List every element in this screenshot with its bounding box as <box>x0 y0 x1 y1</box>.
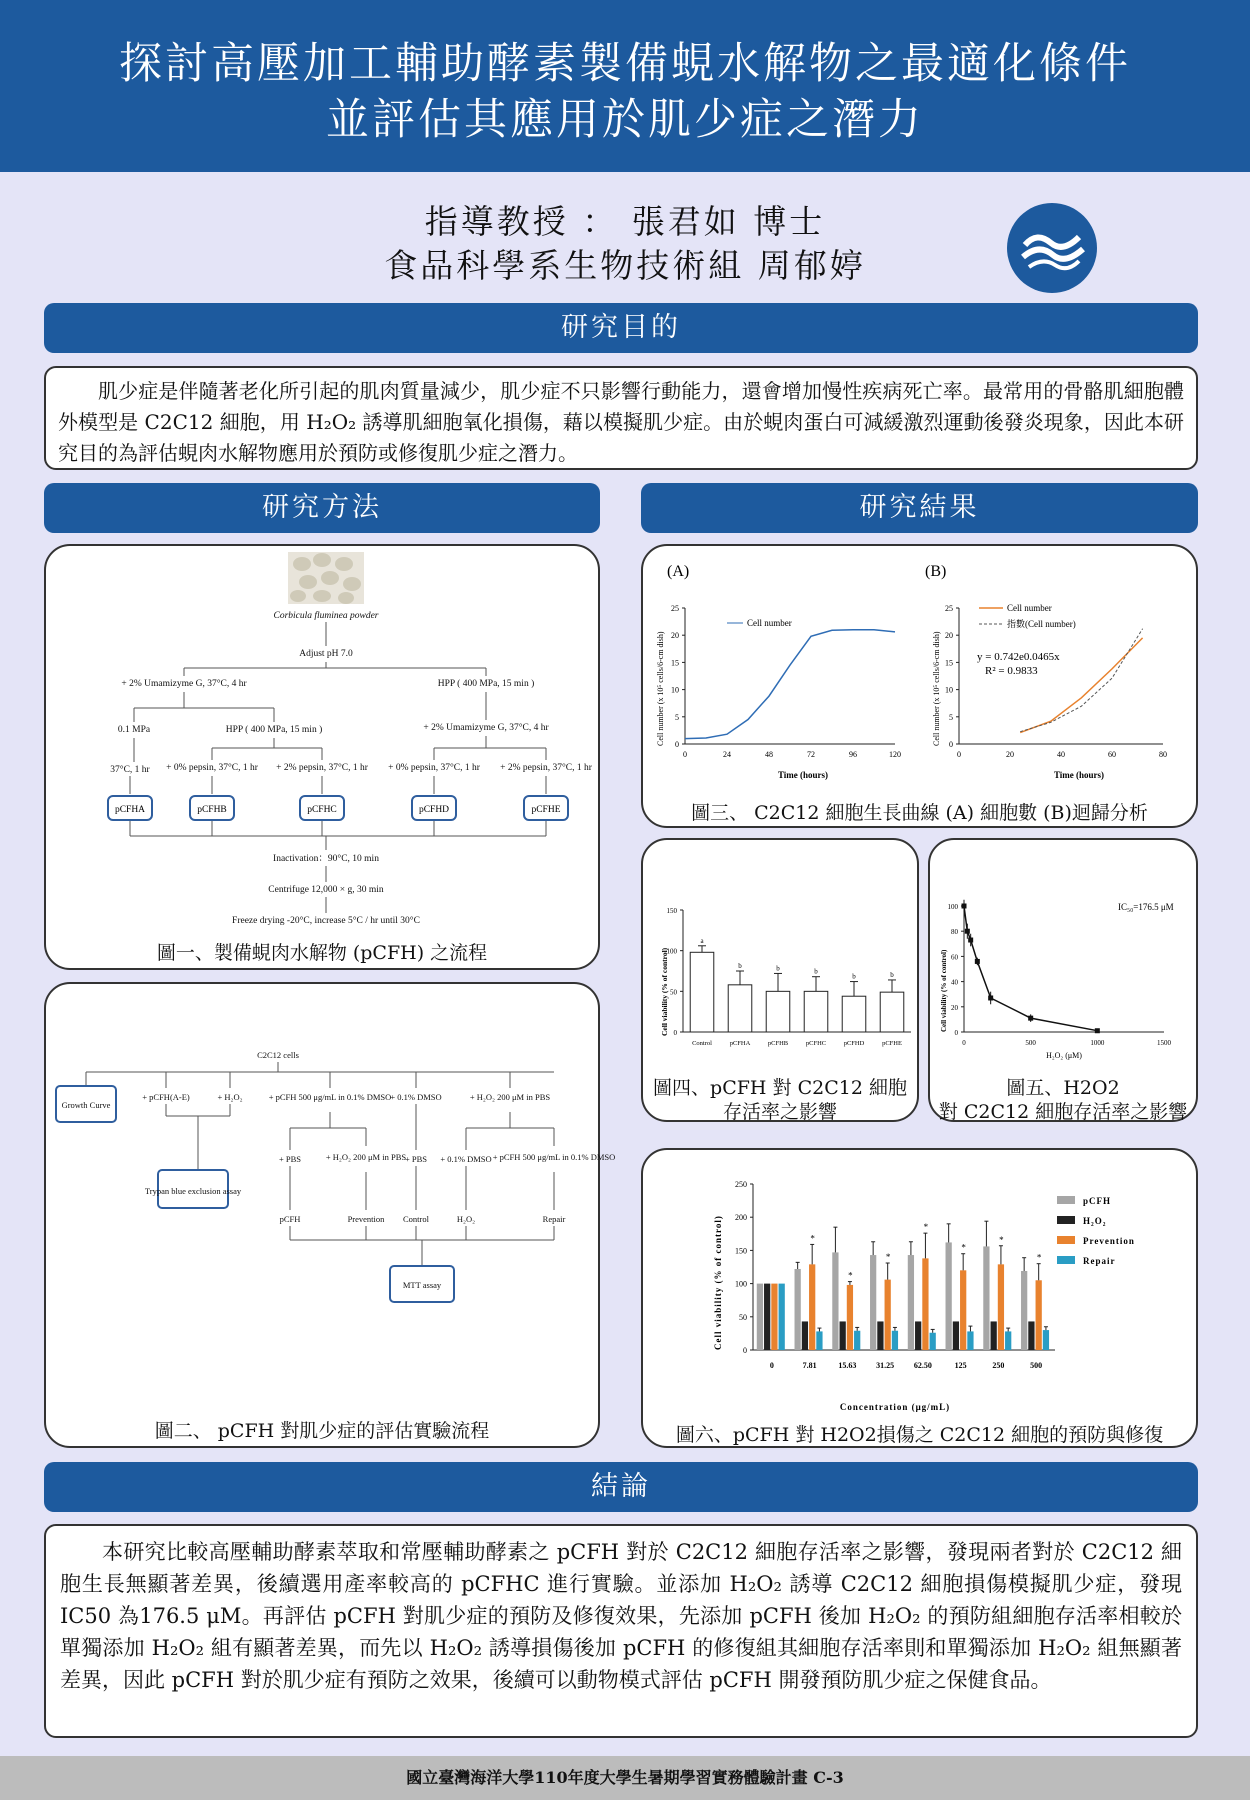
fig6-y-tick: 150 <box>735 1246 747 1256</box>
cond-d: + 0% pepsin, 37°C, 1 hr <box>388 763 480 773</box>
fig6-legend-swatch <box>1057 1196 1075 1204</box>
fig3a-series-line <box>685 630 895 739</box>
panel-a-label: (A) <box>667 563 690 580</box>
fig6-star: * <box>961 1242 966 1253</box>
fig5-x-tick: 0 <box>962 1039 966 1047</box>
fig3a-xlabel: Time (hours) <box>777 770 829 780</box>
step-pcfh: + pCFH 500 μg/mL in 0.1% DMSO <box>492 1152 616 1162</box>
conclusion-text: 本研究比較高壓輔助酵素萃取和常壓輔助酵素之 pCFH 對於 C2C12 細胞存活率之影響，發現兩者對於 C2C12 細胞生長無顯著差異，後續選用產率較高的 pCFHC 進行實驗。並添加 H₂O₂ 誘導 C2C12 細胞損傷模擬肌少症，發現 IC50 為176.5 μM。再評估 pCFH 對肌少症的預防及修復效果，先添加 pCFH 後加 H₂O₂ 的預防組細胞存活率相較於單獨添加 H₂O₂ 組有顯著差異，而先以 H₂O₂ 誘導損傷後加 pCFH 的修復組其細胞存活率則和單獨添加 H₂O₂ 組無顯著差異，因此 pCFH 對於肌少症有預防之效果，後續可以動物模式評估 pCFH 開發預防肌少症之保健食品。 <box>44 1524 1198 1738</box>
centrifuge-label: Centrifuge 12,000 × g, 30 min <box>268 885 384 895</box>
fig3b-y-tick: 0 <box>949 740 953 749</box>
fig4-x-tick: pCFHB <box>767 1040 789 1047</box>
fig6-bar-3 <box>967 1331 973 1350</box>
fig4-x-tick: Control <box>692 1040 712 1047</box>
fig4-y-tick: 100 <box>666 947 677 956</box>
advisor: 指導教授 ： 張君如 博士 <box>424 202 826 241</box>
fig5-y-tick: 60 <box>951 953 958 962</box>
fig3b-x-tick: 20 <box>1006 750 1014 759</box>
fig6-bar-2 <box>922 1258 928 1350</box>
fig3a-y-tick: 20 <box>671 631 679 641</box>
fig3a-x-tick: 48 <box>765 750 773 759</box>
mtt-label: MTT assay <box>402 1280 442 1290</box>
figure-1-caption: 圖一、製備蜆肉水解物 (pCFH) 之流程 <box>156 942 488 964</box>
cond-a: 37°C, 1 hr <box>110 765 150 775</box>
fig5-ylabel: Cell viability (% of control) <box>940 949 948 1032</box>
fig3a-y-tick: 0 <box>675 740 679 749</box>
fig3b-y-tick: 5 <box>949 712 953 722</box>
cond-c: + 2% pepsin, 37°C, 1 hr <box>276 763 368 773</box>
fig3a-y-tick: 15 <box>671 658 679 668</box>
purpose-text: 肌少症是伴隨著老化所引起的肌肉質量減少，肌少症不只影響行動能力，還會增加慢性疾病死亡率。最常用的骨骼肌細胞體外模型是 C2C12 細胞，用 H₂O₂ 誘導肌細胞氧化損傷，藉以模擬肌少症。由於蜆肉蛋白可減緩激烈運動後發炎現象，因此本研究目的為評估蜆肉水解物應用於預防或修復肌少症之潛力。 <box>44 366 1198 470</box>
fig6-x-tick: 15.63 <box>838 1361 857 1370</box>
atm-label: 0.1 MPa <box>117 725 151 735</box>
fig5-point <box>1028 1016 1033 1021</box>
group-repair: Repair <box>542 1214 566 1224</box>
fig6-bar-3 <box>816 1331 822 1350</box>
fig6-bar-2 <box>809 1264 815 1350</box>
fig6-bar-2 <box>847 1285 853 1350</box>
fig3a-x-tick: 72 <box>807 750 815 759</box>
fig6-bar-3 <box>854 1331 860 1350</box>
fig4-bar <box>804 991 828 1032</box>
purpose-header: 研究目的 <box>44 303 1198 353</box>
step-pbs-1: + PBS <box>278 1154 302 1164</box>
figure-4-caption <box>643 1076 917 1124</box>
figure-4-caption-line-2: 存活率之影響 <box>722 1101 837 1123</box>
clam-powder-photo <box>288 552 364 604</box>
cond-b: + 0% pepsin, 37°C, 1 hr <box>166 763 258 773</box>
fig6-y-tick: 250 <box>735 1180 747 1189</box>
step-h2o2: + H₂O₂ 200 μM in PBS <box>325 1152 407 1162</box>
fig6-x-tick: 7.81 <box>802 1361 817 1370</box>
fig6-bar-0 <box>1021 1271 1027 1350</box>
figure-6-caption: 圖六、pCFH 對 H2O2損傷之 C2C12 細胞的預防與修復 <box>675 1424 1164 1446</box>
fig3b-y-tick: 25 <box>945 604 953 613</box>
pcfh-b-label: pCFHB <box>197 805 227 815</box>
fig6-x-tick: 500 <box>1030 1361 1043 1370</box>
fig5-point <box>1095 1028 1100 1033</box>
fig6-bar-2 <box>998 1264 1004 1350</box>
regression-equation: y = 0.742e0.0465x <box>977 651 1060 663</box>
fig6-legend-label: pCFH <box>1083 1196 1112 1206</box>
fig6-x-tick: 0 <box>769 1361 774 1370</box>
fig5-series-line <box>964 906 1097 1031</box>
fig4-x-tick: pCFHE <box>882 1040 902 1047</box>
pcfh-d-label: pCFHD <box>418 805 450 815</box>
fig6-x-tick: 31.25 <box>876 1361 895 1370</box>
trypan-label: Trypan blue exclusion assay <box>144 1186 242 1196</box>
fig6-bar-1 <box>877 1321 883 1350</box>
fig4-ylabel: Cell viability (% of control) <box>660 947 669 1036</box>
fig4-y-tick: 0 <box>673 1029 677 1037</box>
cond-e: + 2% pepsin, 37°C, 1 hr <box>500 763 592 773</box>
fig5-point <box>988 995 993 1000</box>
fig6-y-tick: 200 <box>735 1213 747 1223</box>
fig4-bar <box>690 952 714 1032</box>
fig6-legend-label: H₂O₂ <box>1083 1216 1107 1226</box>
figure-1-flowchart <box>46 546 602 926</box>
fig6-bar-1 <box>1028 1321 1034 1350</box>
fig5-x-tick: 500 <box>1025 1039 1036 1047</box>
figure-5-chart <box>930 840 1200 1060</box>
fig5-x-tick: 1000 <box>1090 1039 1105 1047</box>
fig6-bar-1 <box>991 1321 997 1350</box>
fig6-bar-1 <box>802 1321 808 1350</box>
fig6-bar-0 <box>795 1269 801 1350</box>
fig3a-y-tick: 5 <box>675 712 679 722</box>
fig6-star: * <box>923 1222 929 1233</box>
fig5-xlabel: H₂O₂ (μM) <box>1046 1051 1082 1060</box>
figure-5-caption <box>930 1076 1196 1124</box>
fig5-y-tick: 80 <box>951 928 958 937</box>
fig5-y-tick: 0 <box>954 1029 958 1037</box>
figure-4-chart <box>643 840 921 1054</box>
fig6-bar-0 <box>870 1255 876 1350</box>
results-header: 研究結果 <box>641 483 1198 533</box>
figure-2-panel <box>44 982 616 1448</box>
fig6-legend-swatch <box>1057 1216 1075 1224</box>
title-line-1: 探討高壓加工輔助酵素製備蜆水解物之最適化條件 <box>119 39 1131 89</box>
figure-3-panel <box>641 544 1198 828</box>
fig6-bar-2 <box>885 1280 891 1350</box>
fig6-bar-2 <box>771 1284 777 1350</box>
fig6-y-tick: 100 <box>735 1279 747 1289</box>
fig4-x-tick: pCFHD <box>843 1040 865 1047</box>
powder-label: Corbicula fluminea powder <box>273 611 379 621</box>
fig4-bar <box>880 992 904 1032</box>
group-control: Control <box>403 1214 429 1224</box>
fig3b-ylabel: Cell number (x 10⁵ cells/6-cm dish) <box>932 631 941 746</box>
fig6-ylabel: Cell viability (% of control) <box>713 1215 723 1350</box>
fig4-bar <box>842 996 866 1032</box>
fig6-y-tick: 50 <box>739 1312 747 1322</box>
figure-4-caption-line-1: 圖四、pCFH 對 C2C12 細胞 <box>653 1077 907 1099</box>
fig3b-legend-1: Cell number <box>1007 603 1052 613</box>
fig6-bar-0 <box>946 1242 952 1350</box>
conclusion-header: 結論 <box>44 1462 1198 1512</box>
fig3a-legend: Cell number <box>747 618 792 628</box>
step-dmso: + 0.1% DMSO <box>440 1154 492 1164</box>
fig6-bar-1 <box>915 1321 921 1350</box>
fig5-x-tick: 1500 <box>1157 1039 1171 1047</box>
fig6-x-tick: 62.50 <box>913 1361 932 1370</box>
fig5-point <box>975 959 980 964</box>
fig6-legend-swatch <box>1057 1256 1075 1264</box>
figure-5-caption-line-2: 對 C2C12 細胞存活率之影響 <box>938 1101 1188 1123</box>
fig3b-x-tick: 60 <box>1108 750 1116 759</box>
h2o2-200-label: + H₂O₂ 200 μM in PBS <box>469 1092 551 1102</box>
hpp-label-2: HPP ( 400 MPa, 15 min ) <box>225 725 323 735</box>
fig6-legend-swatch <box>1057 1236 1075 1244</box>
c2c12-cells-label: C2C12 cells <box>257 1050 299 1060</box>
ic50-label: IC₅₀=176.5 μM <box>1118 902 1174 912</box>
fig6-bar-0 <box>832 1252 838 1350</box>
fig6-bar-3 <box>779 1284 785 1350</box>
growth-curve-label: Growth Curve <box>61 1100 111 1110</box>
wave-logo-icon <box>1007 203 1097 293</box>
fig6-star: * <box>885 1252 891 1263</box>
fig6-star: * <box>999 1234 1004 1245</box>
fig6-bar-1 <box>953 1321 959 1350</box>
fig3b-x-tick: 40 <box>1057 750 1065 759</box>
methods-header: 研究方法 <box>44 483 600 533</box>
figure-3-chart <box>643 546 1200 786</box>
title-banner <box>0 0 1250 172</box>
fig4-significance-letter: b <box>738 962 742 970</box>
figure-5-caption-line-1: 圖五、H2O2 <box>1006 1077 1120 1099</box>
fig4-x-tick: pCFHA <box>729 1040 751 1047</box>
fig5-point <box>965 929 970 934</box>
fig4-x-tick: pCFHC <box>805 1040 827 1047</box>
fig6-x-tick: 125 <box>954 1361 967 1370</box>
fig6-bar-3 <box>930 1333 936 1350</box>
fig4-bar <box>766 991 790 1032</box>
fig5-point <box>968 938 973 943</box>
fig4-significance-letter: b <box>814 967 818 976</box>
fig6-bar-0 <box>757 1284 763 1350</box>
fig6-xlabel: Concentration (μg/mL) <box>839 1402 951 1412</box>
footer: 國立臺灣海洋大學110年度大學生暑期學習實務體驗計畫 C-3 <box>0 1756 1250 1800</box>
figure-6-chart <box>643 1150 1200 1420</box>
university-logo <box>1007 203 1097 293</box>
panel-b-label: (B) <box>925 563 947 580</box>
fig6-bar-3 <box>1005 1331 1011 1350</box>
fig6-bar-3 <box>892 1331 898 1350</box>
title-line-2: 並評估其應用於肌少症之潛力 <box>326 95 924 145</box>
fig6-x-tick: 250 <box>992 1361 1005 1370</box>
freeze-label: Freeze drying -20°C, increase 5°C / hr until 30°C <box>232 916 420 926</box>
fig6-bar-0 <box>908 1255 914 1350</box>
pcfh-ae-label: + pCFH(A-E) <box>142 1092 190 1102</box>
fig6-bar-1 <box>840 1321 846 1350</box>
figure-1-panel <box>44 544 600 970</box>
fig6-legend-label: Repair <box>1083 1256 1116 1266</box>
group-h2o2: H₂O₂ <box>456 1214 476 1224</box>
fig6-bar-1 <box>764 1284 770 1350</box>
figure-3-caption: 圖三、 C2C12 細胞生長曲線 (A) 細胞數 (B)迴歸分析 <box>691 802 1148 824</box>
fig5-point <box>962 904 967 909</box>
fig3a-x-tick: 0 <box>683 750 687 759</box>
fig4-significance-letter: a <box>700 936 704 945</box>
fig6-star: * <box>848 1270 853 1281</box>
adjust-label: Adjust pH 7.0 <box>299 649 353 659</box>
fig3b-x-tick: 0 <box>957 750 961 759</box>
fig6-y-tick: 0 <box>743 1346 747 1355</box>
group-prevention: Prevention <box>347 1214 385 1224</box>
fig3a-y-tick: 25 <box>671 604 679 613</box>
fig6-bar-0 <box>983 1246 989 1350</box>
fig3b-x-tick: 80 <box>1159 750 1167 759</box>
step-pbs-2: + PBS <box>404 1154 428 1164</box>
fig6-bar-2 <box>960 1270 966 1350</box>
fig5-y-tick: 20 <box>951 1003 958 1012</box>
fig6-star: * <box>810 1233 815 1244</box>
h2o2-label: + H₂O₂ <box>217 1092 243 1102</box>
figure-2-flowchart <box>46 984 616 1344</box>
figure-5-panel <box>928 838 1198 1122</box>
fig3a-x-tick: 24 <box>723 750 731 759</box>
dmso-label: + 0.1% DMSO <box>390 1092 442 1102</box>
inactivation-label: Inactivation：90°C, 10 min <box>273 854 379 864</box>
figure-2-caption: 圖二、 pCFH 對肌少症的評估實驗流程 <box>154 1420 490 1442</box>
left-branch-label: + 2% Umamizyme G, 37°C, 4 hr <box>121 679 247 689</box>
fig4-significance-letter: b <box>890 970 894 979</box>
fig4-significance-letter: b <box>776 964 780 973</box>
pcfh-e-label: pCFHE <box>531 805 561 815</box>
fig4-bar <box>728 985 752 1032</box>
figure-6-panel <box>641 1148 1198 1448</box>
fig4-y-tick: 50 <box>670 988 677 997</box>
fig3a-ylabel: Cell number (x 10⁵ cells/6-cm dish) <box>656 631 665 746</box>
fig3b-y-tick: 10 <box>945 685 953 695</box>
fig3a-x-tick: 96 <box>849 750 857 759</box>
figure-4-panel <box>641 838 919 1122</box>
fig4-y-tick: 150 <box>666 907 677 915</box>
fig3b-y-tick: 15 <box>945 658 953 668</box>
fig5-y-tick: 100 <box>947 903 958 911</box>
pcfh-a-label: pCFHA <box>114 805 146 815</box>
fig6-legend-label: Prevention <box>1083 1236 1135 1246</box>
r-squared: R² = 0.9833 <box>985 665 1038 677</box>
fig6-star: * <box>1036 1252 1042 1263</box>
fig6-bar-3 <box>1043 1330 1049 1350</box>
pcfh500-label: + pCFH 500 μg/mL in 0.1% DMSO <box>268 1092 392 1102</box>
fig3b-xlabel: Time (hours) <box>1053 770 1105 780</box>
fig3b-y-tick: 20 <box>945 631 953 641</box>
fig3a-y-tick: 10 <box>671 685 679 695</box>
student: 食品科學系生物技術組 周郁婷 <box>384 246 866 285</box>
fig3b-legend-2: 指數(Cell number) <box>1007 619 1076 629</box>
fig3a-x-tick: 120 <box>889 750 901 759</box>
fig6-bar-2 <box>1036 1280 1042 1350</box>
enzyme-label-2: + 2% Umamizyme G, 37°C, 4 hr <box>423 723 549 733</box>
group-pcfh: pCFH <box>279 1214 301 1224</box>
fig5-y-tick: 40 <box>951 978 958 987</box>
fig4-significance-letter: b <box>852 972 856 981</box>
right-branch-label: HPP ( 400 MPa, 15 min ) <box>437 679 535 689</box>
pcfh-c-label: pCFHC <box>307 805 337 815</box>
fig3b-fit-line <box>1020 629 1142 732</box>
